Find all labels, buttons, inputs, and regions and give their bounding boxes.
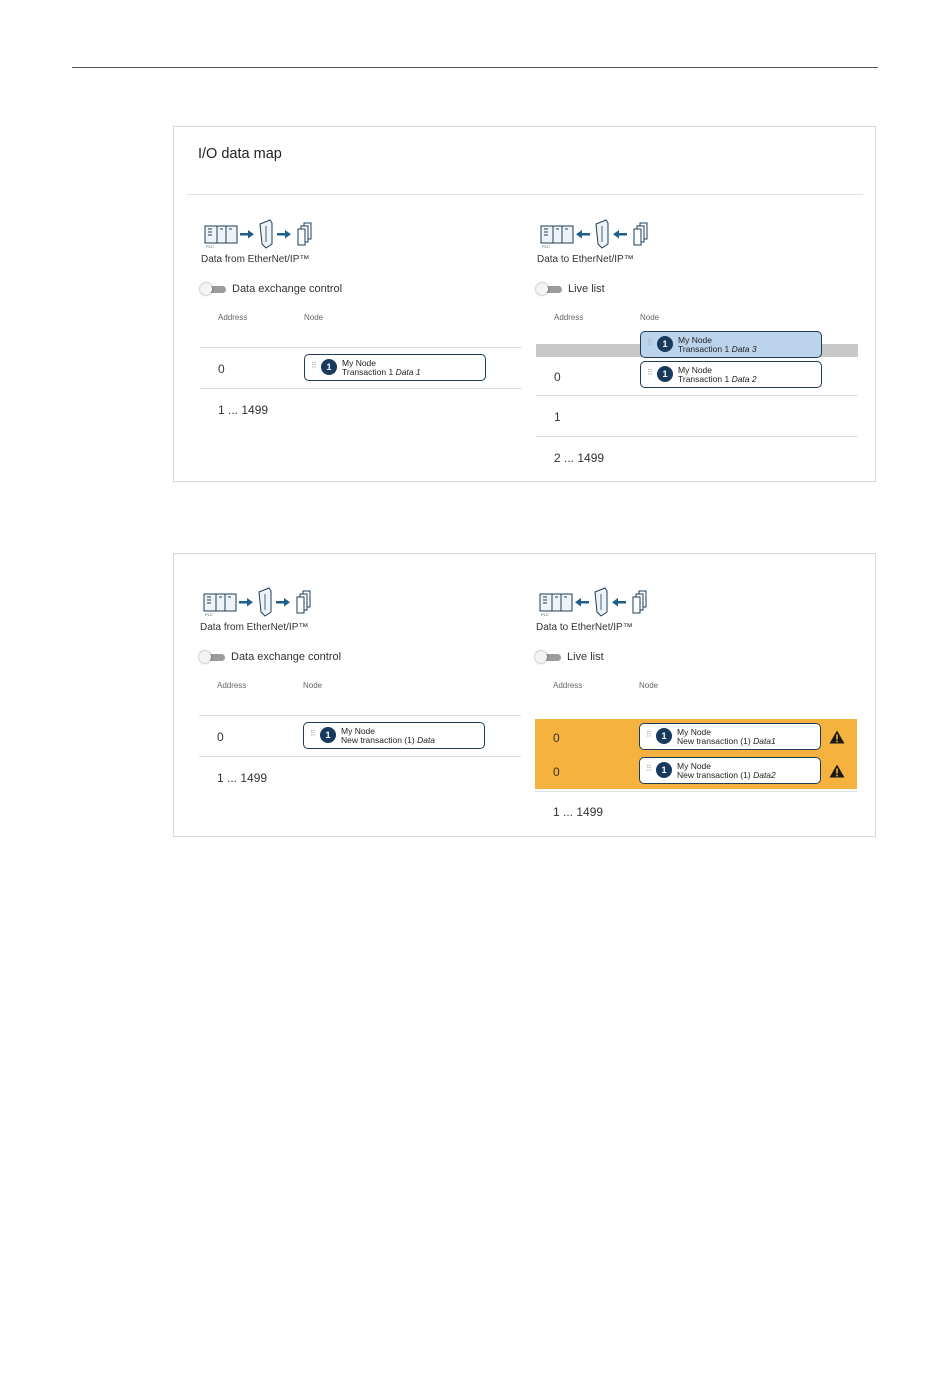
column-header-node: Node xyxy=(303,681,323,690)
gateway-device-icon xyxy=(260,220,272,248)
warning-icon xyxy=(829,730,845,744)
address-cell: 1 ... 1499 xyxy=(218,403,269,417)
gateway-device-icon xyxy=(259,588,271,616)
node-name: My Node xyxy=(342,358,377,368)
data-exchange-control-toggle[interactable] xyxy=(200,283,226,295)
node-name: My Node xyxy=(678,365,713,375)
address-cell: 1 xyxy=(554,410,561,424)
gateway-device-icon xyxy=(596,220,608,248)
field-devices-icon xyxy=(297,591,310,613)
drag-handle-icon[interactable]: ⠿ xyxy=(310,729,317,738)
io-data-map-title: I/O data map xyxy=(198,146,282,162)
table-row xyxy=(200,389,522,429)
node-card[interactable] xyxy=(640,361,822,388)
data-exchange-control-row xyxy=(199,650,341,664)
live-list-toggle[interactable] xyxy=(536,283,562,295)
node-number-badge: 1 xyxy=(657,336,673,352)
panel-label: Data to EtherNet/IP™ xyxy=(536,622,633,633)
plc-icon xyxy=(540,594,572,611)
arrow-left-icon xyxy=(613,230,627,239)
title-divider xyxy=(187,194,863,195)
table-row xyxy=(199,757,521,797)
flow-diagram-out xyxy=(536,214,666,250)
plc-icon xyxy=(204,594,236,611)
table-row xyxy=(535,754,857,789)
dragged-node-card[interactable] xyxy=(640,331,822,358)
node-number-badge: 1 xyxy=(656,728,672,744)
node-transaction: Transaction 1 Data 1 xyxy=(342,367,421,377)
node-transaction: New transaction (1) Data xyxy=(341,735,436,745)
panel-label: Data to EtherNet/IP™ xyxy=(537,254,634,265)
live-list-row xyxy=(535,650,604,664)
arrow-left-icon xyxy=(575,598,589,607)
flow-diagram-in xyxy=(200,214,330,250)
svg-text:PLC: PLC xyxy=(205,612,213,617)
panel-label: Data from EtherNet/IP™ xyxy=(200,622,309,633)
column-header-node: Node xyxy=(304,313,324,322)
table-row xyxy=(536,396,858,436)
address-cell: 0 xyxy=(218,362,225,376)
toggle-label: Data exchange control xyxy=(231,651,342,663)
table-row xyxy=(200,348,522,388)
toggle-label: Live list xyxy=(568,283,605,295)
warning-icon xyxy=(829,764,845,778)
field-devices-icon xyxy=(634,223,647,245)
node-number-badge: 1 xyxy=(321,359,337,375)
table-row xyxy=(535,792,857,830)
plc-icon xyxy=(541,226,573,243)
node-card[interactable] xyxy=(303,722,485,749)
toggle-label: Live list xyxy=(567,651,604,663)
column-header-address: Address xyxy=(553,681,583,690)
column-header-address: Address xyxy=(218,313,248,322)
table-row xyxy=(535,719,857,754)
data-exchange-control-toggle[interactable] xyxy=(199,651,225,663)
node-name: My Node xyxy=(677,761,712,771)
arrow-left-icon xyxy=(576,230,590,239)
arrow-right-icon xyxy=(277,230,291,239)
node-transaction: Transaction 1 Data 3 xyxy=(678,344,757,354)
node-name: My Node xyxy=(677,727,712,737)
node-card[interactable] xyxy=(639,757,821,784)
address-cell: 1 ... 1499 xyxy=(553,805,604,819)
flow-diagram-in xyxy=(199,582,329,618)
address-cell: 0 xyxy=(217,730,224,744)
column-header-address: Address xyxy=(217,681,247,690)
node-transaction: New transaction (1) Data2 xyxy=(677,770,776,780)
node-transaction: New transaction (1) Data1 xyxy=(677,736,776,746)
drag-handle-icon[interactable]: ⠿ xyxy=(647,338,654,347)
plc-icon xyxy=(205,226,237,243)
address-cell: 2 ... 1499 xyxy=(554,451,605,465)
table-row xyxy=(536,437,858,477)
panel-label: Data from EtherNet/IP™ xyxy=(201,254,310,265)
table-row xyxy=(199,716,521,756)
field-devices-icon xyxy=(298,223,311,245)
toggle-label: Data exchange control xyxy=(232,283,343,295)
gateway-device-icon xyxy=(595,588,607,616)
drag-handle-icon[interactable]: ⠿ xyxy=(646,730,653,739)
node-card[interactable] xyxy=(304,354,486,381)
address-cell: 0 xyxy=(553,765,560,779)
io-data-map-screenshot-1 xyxy=(173,126,876,482)
address-cell: 0 xyxy=(554,370,561,384)
page-header-rule xyxy=(72,67,878,68)
arrow-right-icon xyxy=(240,230,254,239)
node-name: My Node xyxy=(678,335,713,345)
svg-text:PLC: PLC xyxy=(542,244,550,249)
node-name: My Node xyxy=(341,726,376,736)
drag-handle-icon[interactable]: ⠿ xyxy=(311,361,318,370)
flow-diagram-out xyxy=(535,582,665,618)
arrow-left-icon xyxy=(612,598,626,607)
column-header-node: Node xyxy=(639,681,659,690)
svg-text:PLC: PLC xyxy=(206,244,214,249)
arrow-right-icon xyxy=(276,598,290,607)
table-row xyxy=(536,357,858,395)
arrow-right-icon xyxy=(239,598,253,607)
drag-handle-icon[interactable]: ⠿ xyxy=(646,764,653,773)
node-card[interactable] xyxy=(639,723,821,750)
node-transaction: Transaction 1 Data 2 xyxy=(678,374,757,384)
node-number-badge: 1 xyxy=(657,366,673,382)
address-cell: 1 ... 1499 xyxy=(217,771,268,785)
io-data-map-screenshot-2 xyxy=(173,553,876,837)
live-list-toggle[interactable] xyxy=(535,651,561,663)
live-list-row xyxy=(536,282,605,296)
data-exchange-control-row xyxy=(200,282,342,296)
svg-text:PLC: PLC xyxy=(541,612,549,617)
address-cell: 0 xyxy=(553,731,560,745)
node-number-badge: 1 xyxy=(320,727,336,743)
column-header-node: Node xyxy=(640,313,660,322)
field-devices-icon xyxy=(633,591,646,613)
column-header-address: Address xyxy=(554,313,584,322)
drag-handle-icon[interactable]: ⠿ xyxy=(647,368,654,377)
node-number-badge: 1 xyxy=(656,762,672,778)
